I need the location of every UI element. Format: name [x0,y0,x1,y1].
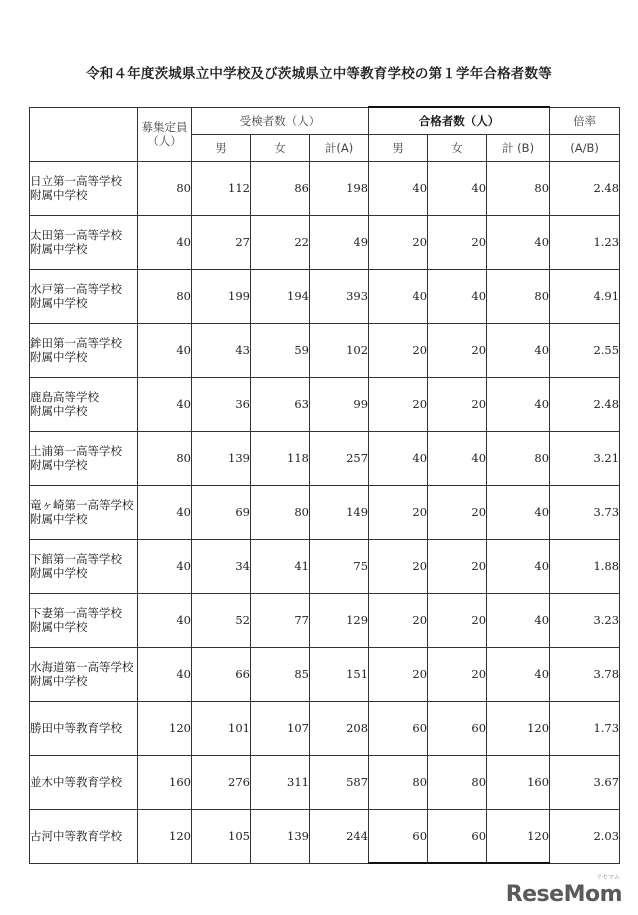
passed-female-cell: 20 [428,377,487,431]
passed-male-cell: 20 [369,215,428,269]
school-name-cell: 鉾田第一高等学校 附属中学校 [30,323,138,377]
examinees-male-cell: 34 [192,539,251,593]
school-name-cell: 古河中等教育学校 [30,809,138,863]
examinees-total-cell: 102 [310,323,369,377]
examinees-female-cell: 22 [251,215,310,269]
examinees-female-cell: 194 [251,269,310,323]
capacity-cell: 40 [138,593,192,647]
examinees-male-cell: 105 [192,809,251,863]
capacity-cell: 80 [138,431,192,485]
capacity-cell: 40 [138,539,192,593]
ratio-cell: 2.48 [550,377,620,431]
passed-male-cell: 60 [369,701,428,755]
examinees-total-cell: 587 [310,755,369,809]
passed-female-cell: 80 [428,755,487,809]
capacity-cell: 40 [138,647,192,701]
examinees-male-cell: 199 [192,269,251,323]
examinees-female-cell: 118 [251,431,310,485]
ratio-cell: 2.48 [550,161,620,215]
passed-total-cell: 40 [487,539,550,593]
header-ratio-sub: (A/B) [550,134,620,161]
examinees-total-cell: 257 [310,431,369,485]
examinees-female-cell: 86 [251,161,310,215]
examinees-female-cell: 59 [251,323,310,377]
header-pass-total: 計 (B) [487,134,550,161]
capacity-cell: 40 [138,323,192,377]
passed-total-cell: 80 [487,269,550,323]
table-row [30,215,620,269]
table-row [30,323,620,377]
capacity-cell: 160 [138,755,192,809]
header-row-1 [30,107,620,134]
passed-male-cell: 20 [369,323,428,377]
ratio-cell: 4.91 [550,269,620,323]
table-row [30,593,620,647]
table-row [30,377,620,431]
school-name-cell: 太田第一高等学校 附属中学校 [30,215,138,269]
resemom-logo [505,874,622,907]
examinees-male-cell: 43 [192,323,251,377]
ratio-cell: 2.03 [550,809,620,863]
passed-female-cell: 20 [428,539,487,593]
header-capacity: 募集定員 （人） [138,107,192,161]
table-row [30,485,620,539]
table-row [30,539,620,593]
passed-total-cell: 40 [487,485,550,539]
passed-total-cell: 80 [487,431,550,485]
passed-female-cell: 60 [428,701,487,755]
header-name-cell [30,107,138,161]
examinees-male-cell: 66 [192,647,251,701]
examinees-female-cell: 63 [251,377,310,431]
examinees-female-cell: 311 [251,755,310,809]
passed-female-cell: 20 [428,215,487,269]
capacity-cell: 120 [138,701,192,755]
school-name-cell: 土浦第一高等学校 附属中学校 [30,431,138,485]
header-examinees: 受検者数（人） [192,107,369,134]
examinees-male-cell: 276 [192,755,251,809]
examinees-total-cell: 99 [310,377,369,431]
examinees-total-cell: 244 [310,809,369,863]
examinees-male-cell: 36 [192,377,251,431]
examinees-total-cell: 129 [310,593,369,647]
ratio-cell: 1.73 [550,701,620,755]
capacity-cell: 120 [138,809,192,863]
school-name-cell: 下館第一高等学校 附属中学校 [30,539,138,593]
examinees-female-cell: 41 [251,539,310,593]
examinees-female-cell: 107 [251,701,310,755]
passed-male-cell: 40 [369,161,428,215]
passed-total-cell: 120 [487,701,550,755]
passed-female-cell: 20 [428,323,487,377]
page-title: 令和４年度茨城県立中学校及び茨城県立中等教育学校の第１学年合格者数等 [86,66,552,82]
ratio-cell: 3.78 [550,647,620,701]
examinees-male-cell: 69 [192,485,251,539]
ratio-cell: 3.73 [550,485,620,539]
passed-male-cell: 40 [369,269,428,323]
passed-female-cell: 40 [428,161,487,215]
examinees-male-cell: 139 [192,431,251,485]
capacity-cell: 40 [138,377,192,431]
passed-total-cell: 40 [487,323,550,377]
passed-total-cell: 40 [487,647,550,701]
examinees-total-cell: 393 [310,269,369,323]
school-name-cell: 並木中等教育学校 [30,755,138,809]
table-row [30,269,620,323]
examinees-female-cell: 80 [251,485,310,539]
ratio-cell: 3.67 [550,755,620,809]
examinees-male-cell: 52 [192,593,251,647]
examinees-female-cell: 77 [251,593,310,647]
capacity-cell: 80 [138,269,192,323]
header-pass-female: 女 [428,134,487,161]
header-passed: 合格者数（人） [369,107,550,134]
ratio-cell: 1.88 [550,539,620,593]
passed-male-cell: 20 [369,539,428,593]
examinees-total-cell: 208 [310,701,369,755]
school-name-cell: 勝田中等教育学校 [30,701,138,755]
table-row [30,647,620,701]
ratio-cell: 2.55 [550,323,620,377]
ratio-cell: 3.21 [550,431,620,485]
school-name-cell: 水海道第一高等学校 附属中学校 [30,647,138,701]
header-ratio: 倍率 [550,107,620,134]
passed-female-cell: 20 [428,593,487,647]
examinees-male-cell: 101 [192,701,251,755]
passed-female-cell: 40 [428,269,487,323]
passed-male-cell: 20 [369,377,428,431]
examinees-female-cell: 85 [251,647,310,701]
examinees-total-cell: 75 [310,539,369,593]
examinees-total-cell: 151 [310,647,369,701]
passed-female-cell: 20 [428,485,487,539]
school-name-cell: 水戸第一高等学校 附属中学校 [30,269,138,323]
school-name-cell: 竜ヶ崎第一高等学校 附属中学校 [30,485,138,539]
passed-female-cell: 60 [428,809,487,863]
passed-total-cell: 40 [487,215,550,269]
table-row [30,755,620,809]
examinees-female-cell: 139 [251,809,310,863]
table-row [30,161,620,215]
passed-male-cell: 20 [369,485,428,539]
passed-total-cell: 40 [487,593,550,647]
school-name-cell: 鹿島高等学校 附属中学校 [30,377,138,431]
table-row [30,431,620,485]
ratio-cell: 1.23 [550,215,620,269]
passed-total-cell: 120 [487,809,550,863]
header-pass-male: 男 [369,134,428,161]
passed-total-cell: 80 [487,161,550,215]
ratio-cell: 3.23 [550,593,620,647]
passed-female-cell: 20 [428,647,487,701]
header-ex-female: 女 [251,134,310,161]
passed-male-cell: 60 [369,809,428,863]
passed-female-cell: 40 [428,431,487,485]
capacity-cell: 80 [138,161,192,215]
passed-male-cell: 80 [369,755,428,809]
passed-male-cell: 20 [369,593,428,647]
table-row [30,701,620,755]
table-row [30,809,620,863]
capacity-cell: 40 [138,215,192,269]
passed-male-cell: 20 [369,647,428,701]
passed-total-cell: 160 [487,755,550,809]
passed-total-cell: 40 [487,377,550,431]
header-ex-male: 男 [192,134,251,161]
examinees-total-cell: 149 [310,485,369,539]
passed-male-cell: 40 [369,431,428,485]
examinees-total-cell: 49 [310,215,369,269]
examinees-male-cell: 112 [192,161,251,215]
school-name-cell: 下妻第一高等学校 附属中学校 [30,593,138,647]
examinees-male-cell: 27 [192,215,251,269]
logo-text: ReseMom [505,882,622,907]
logo-small-text: リセマム [596,874,620,881]
capacity-cell: 40 [138,485,192,539]
admissions-table [29,106,620,864]
school-name-cell: 日立第一高等学校 附属中学校 [30,161,138,215]
examinees-total-cell: 198 [310,161,369,215]
header-ex-total: 計(A) [310,134,369,161]
